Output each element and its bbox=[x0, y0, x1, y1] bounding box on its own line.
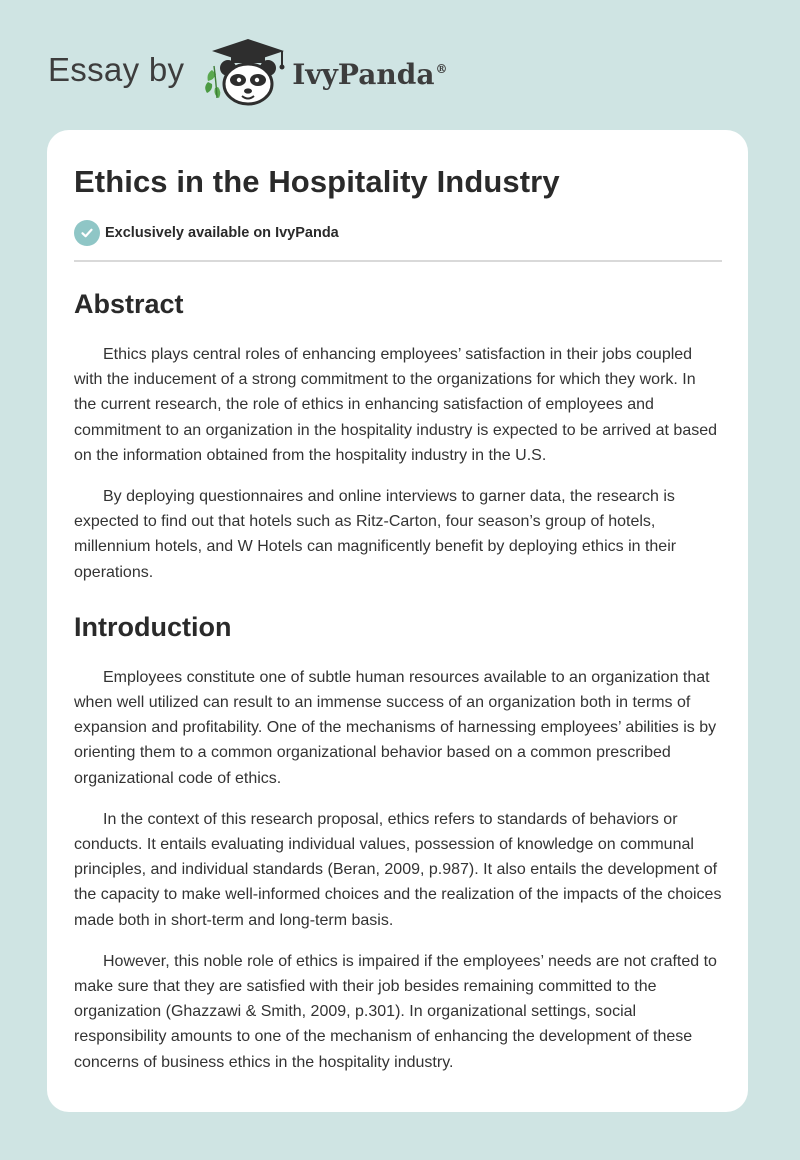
section-heading: Introduction bbox=[74, 611, 232, 642]
paragraph: Ethics plays central roles of enhancing employees’ satisfaction in their jobs coupled with the inducement of a strong commitment to the organizations for which they work. In the current research, the role of ethics in enhancing satisfaction of employees and commitment to an organization in the hospitality industry is expected to be arrived at based on the information obtained from the hospitality industry in the U.S. bbox=[74, 346, 718, 464]
badge-text: Exclusively available on IvyPanda bbox=[105, 225, 339, 241]
site-brand[interactable] bbox=[48, 36, 447, 108]
checkmark-icon bbox=[74, 220, 100, 246]
panda-logo-icon bbox=[198, 36, 290, 108]
section-introduction bbox=[74, 609, 722, 1075]
section-abstract bbox=[74, 286, 722, 585]
brand-name: IvyPanda® bbox=[292, 57, 448, 91]
title-divider bbox=[74, 260, 722, 262]
essay-card bbox=[47, 130, 748, 1112]
registered-mark: ® bbox=[435, 62, 448, 77]
section-heading: Abstract bbox=[74, 289, 184, 319]
brand-prefix: Essay by bbox=[48, 51, 185, 88]
paragraph: In the context of this research proposal, ethics refers to standards of behaviors or conducts. It entails evaluating individual values, possession of knowledge on communal principles, and individual standards (Beran, 2009, p.987). It also entails the development of the capacity to make well-informed choices and the realization of the impacts of the choices made both in short-term and long-term basis. bbox=[74, 810, 722, 929]
exclusive-badge bbox=[74, 220, 722, 246]
paragraph: By deploying questionnaires and online interviews to garner data, the research is expected to find out that hotels such as Ritz-Carton, four season’s group of hotels, millennium hotels, and W Hotels can magnificently benefit by deploying ethics in their operations. bbox=[74, 488, 677, 581]
paragraph: Employees constitute one of subtle human resources available to an organization that when well utilized can result to an immense success of an organization both in terms of expansion and profitability. One of the mechanisms of harnessing employees’ abilities is by orienting them to a common organizational behavior based on a common prescribed organizational code of ethics. bbox=[74, 668, 717, 787]
page-title: Ethics in the Hospitality Industry bbox=[74, 164, 560, 199]
paragraph: However, this noble role of ethics is impaired if the employees’ needs are not crafted to make sure that they are satisfied with their job besides remaining committed to the organization (Ghazzawi & Smith, 2009, p.301). In organizational settings, social responsibility amounts to one of the mechanism of enhancing the development of these concerns of business ethics in the hospitality industry. bbox=[74, 952, 717, 1071]
